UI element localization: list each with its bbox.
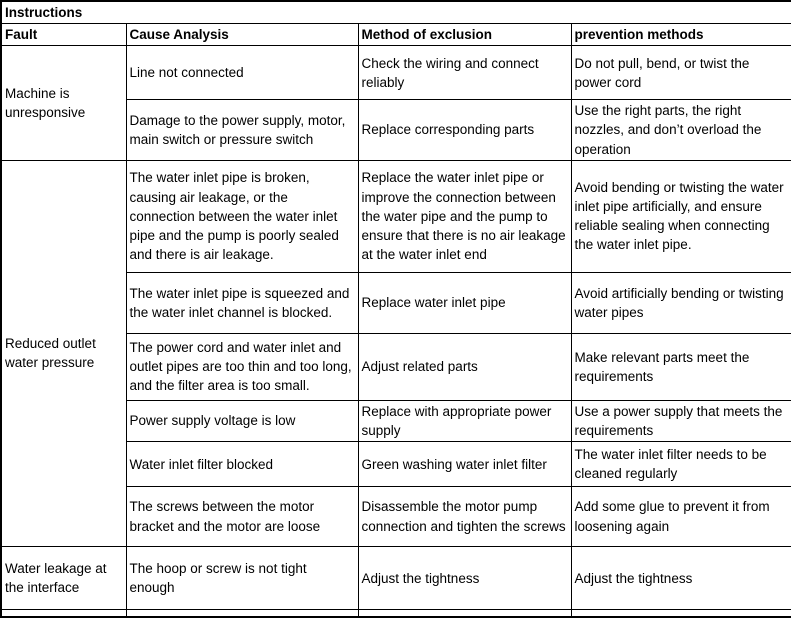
header-row (1, 24, 791, 46)
fault-cell: Machine is unresponsive (1, 46, 126, 160)
column-header-fault: Fault (1, 24, 126, 46)
prevention-cell (571, 610, 791, 617)
cause-cell: Water inlet filter blocked (126, 442, 358, 487)
method-cell: Green washing water inlet filter (358, 442, 571, 487)
fault-cell: Reduced outlet water pressure (1, 160, 126, 546)
cause-cell: The hoop or screw is not tight enough (126, 547, 358, 610)
method-cell: Replace water inlet pipe (358, 272, 571, 333)
cause-cell: Line not connected (126, 46, 358, 100)
prevention-cell: Use a power supply that meets the requirements (571, 400, 791, 441)
column-header-cause: Cause Analysis (126, 24, 358, 46)
prevention-cell: Avoid artificially bending or twisting water pipes (571, 272, 791, 333)
fault-cell (1, 610, 126, 617)
method-cell: Replace corresponding parts (358, 100, 571, 160)
cause-cell: Power supply voltage is low (126, 400, 358, 441)
table-row (1, 547, 791, 610)
table-row-empty (1, 610, 791, 617)
method-cell: Disassemble the motor pump connection and tighten the screws (358, 487, 571, 547)
method-cell (358, 610, 571, 617)
prevention-cell: Use the right parts, the right nozzles, and don’t overload the operation (571, 100, 791, 160)
cause-cell: The power cord and water inlet and outlet pipes are too thin and too long, and the filter area is too small. (126, 333, 358, 400)
prevention-cell: Add some glue to prevent it from loosening again (571, 487, 791, 547)
method-cell: Replace with appropriate power supply (358, 400, 571, 441)
method-cell: Adjust the tightness (358, 547, 571, 610)
prevention-cell: Make relevant parts meet the requirements (571, 333, 791, 400)
table-title: Instructions (1, 1, 791, 24)
table-row (1, 46, 791, 100)
prevention-cell: The water inlet filter needs to be cleaned regularly (571, 442, 791, 487)
title-row (1, 1, 791, 24)
method-cell: Replace the water inlet pipe or improve the connection between the water pipe and the pump to ensure that there is no air leakage at the water inlet end (358, 160, 571, 272)
cause-cell: The screws between the motor bracket and the motor are loose (126, 487, 358, 547)
cause-cell: Damage to the power supply, motor, main switch or pressure switch (126, 100, 358, 160)
method-cell: Adjust related parts (358, 333, 571, 400)
fault-cell: Water leakage at the interface (1, 547, 126, 610)
prevention-cell: Do not pull, bend, or twist the power cord (571, 46, 791, 100)
cause-cell: The water inlet pipe is broken, causing air leakage, or the connection between the water inlet pipe and the pump is poorly sealed and there is air leakage. (126, 160, 358, 272)
column-header-prevention: prevention methods (571, 24, 791, 46)
method-cell: Check the wiring and connect reliably (358, 46, 571, 100)
prevention-cell: Avoid bending or twisting the water inlet pipe artificially, and ensure reliable sealing when connecting the water inlet pipe. (571, 160, 791, 272)
cause-cell: The water inlet pipe is squeezed and the water inlet channel is blocked. (126, 272, 358, 333)
table-row (1, 160, 791, 272)
column-header-method: Method of exclusion (358, 24, 571, 46)
prevention-cell: Adjust the tightness (571, 547, 791, 610)
cause-cell (126, 610, 358, 617)
